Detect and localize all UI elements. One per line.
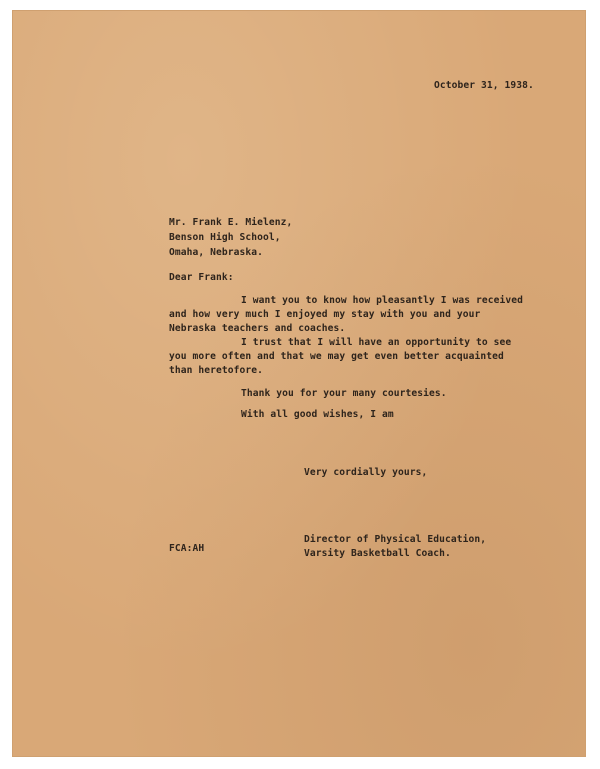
recipient-name: Mr. Frank E. Mielenz, bbox=[169, 217, 293, 228]
paragraph3: Thank you for your many courtesies. bbox=[241, 388, 447, 399]
paragraph1-line3: Nebraska teachers and coaches. bbox=[169, 323, 346, 334]
signature-title-2: Varsity Basketball Coach. bbox=[304, 548, 451, 559]
paragraph1-line1: I want you to know how pleasantly I was received bbox=[241, 295, 524, 306]
letter-date: October 31, 1938. bbox=[434, 80, 534, 91]
recipient-school: Benson High School, bbox=[169, 232, 281, 243]
paragraph1-line2: and how very much I enjoyed my stay with you and your bbox=[169, 309, 481, 320]
salutation: Dear Frank: bbox=[169, 272, 234, 283]
paragraph2-line3: than heretofore. bbox=[169, 365, 264, 376]
paragraph2-line1: I trust that I will have an opportunity to see bbox=[241, 337, 512, 348]
reference-initials: FCA:AH bbox=[169, 543, 205, 554]
signature-title-1: Director of Physical Education, bbox=[304, 534, 487, 545]
recipient-city: Omaha, Nebraska. bbox=[169, 247, 264, 258]
closing: Very cordially yours, bbox=[304, 467, 428, 478]
paragraph2-line2: you more often and that we may get even better acquainted bbox=[169, 351, 504, 362]
paragraph4: With all good wishes, I am bbox=[241, 409, 394, 420]
letter-page bbox=[12, 10, 586, 757]
